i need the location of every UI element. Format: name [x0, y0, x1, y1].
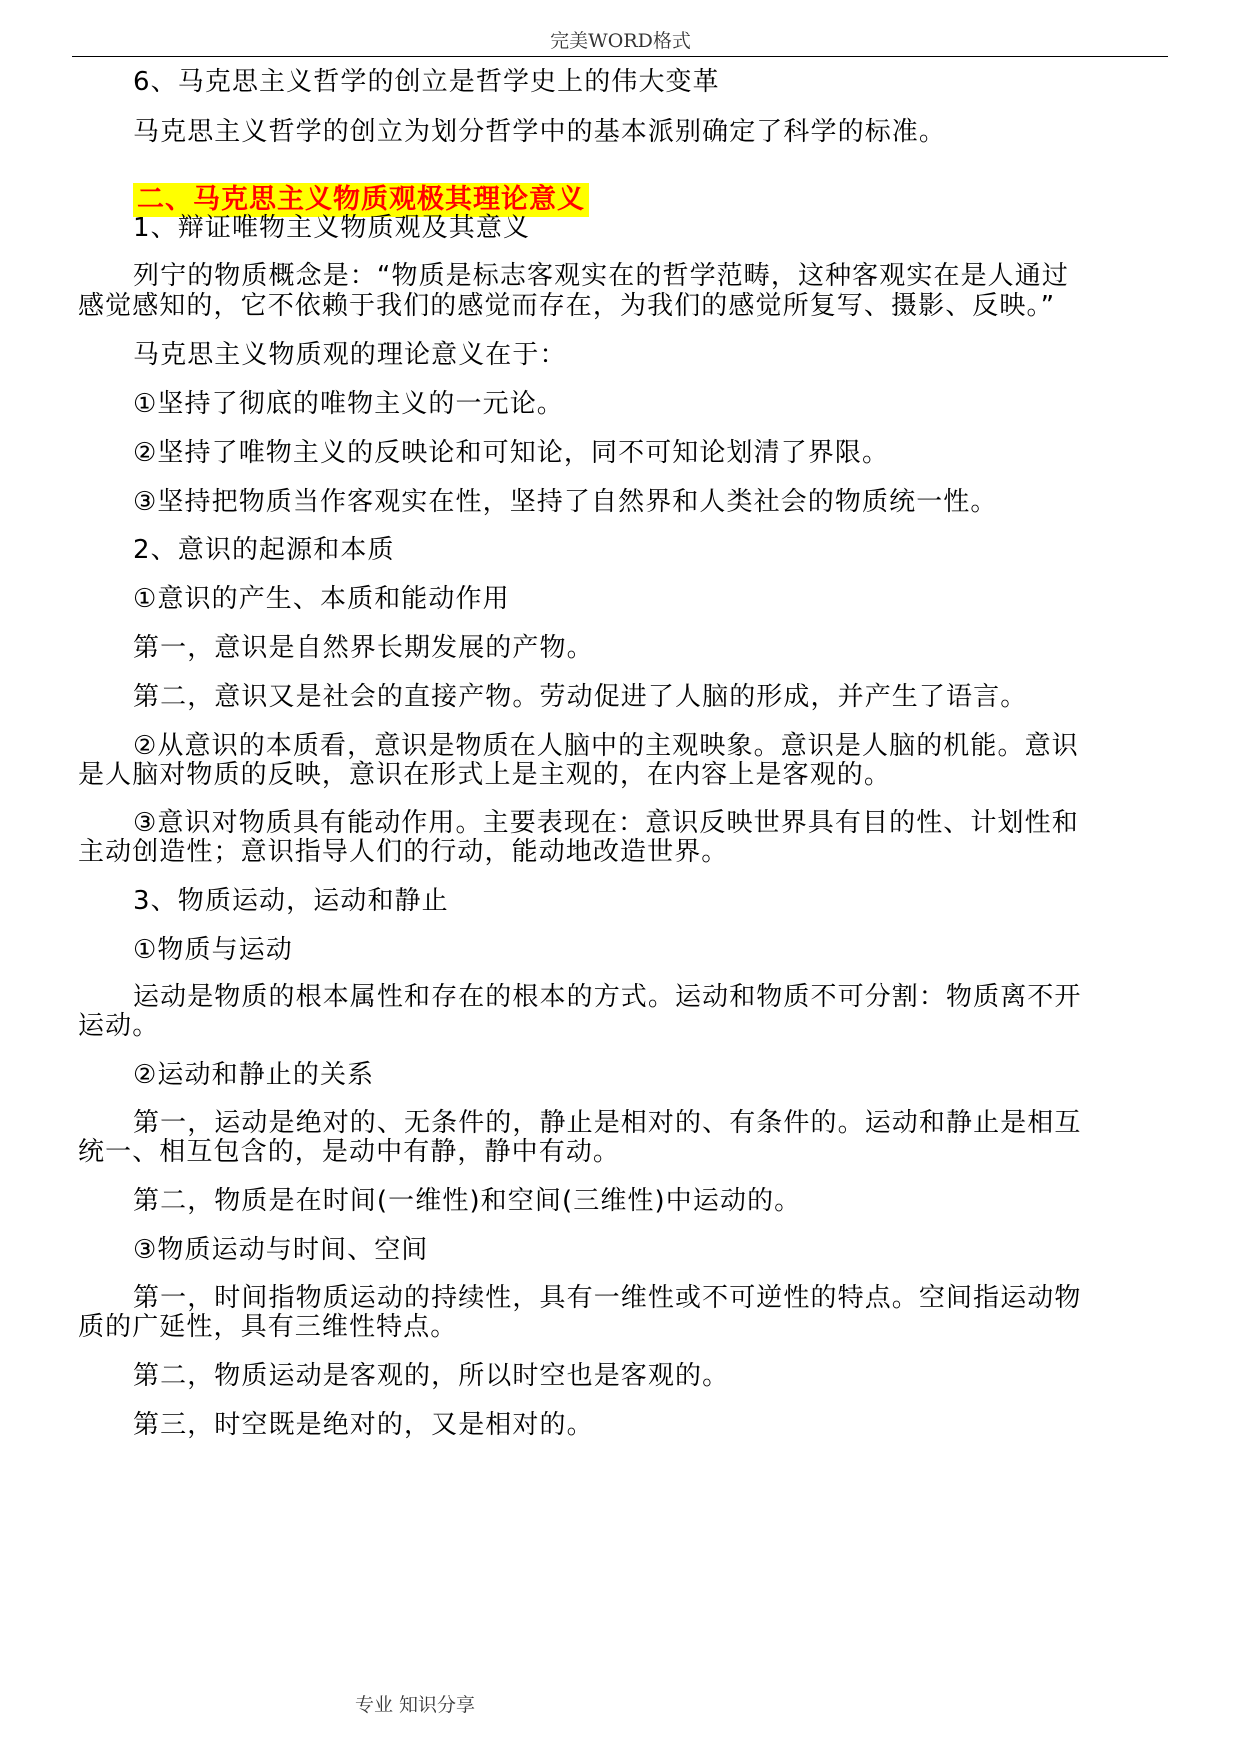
subheading-1: 1、辩证唯物主义物质观及其意义	[133, 213, 531, 243]
paragraph-line: 列宁的物质概念是：“物质是标志客观实在的哲学范畴，这种客观实在是人通过	[133, 261, 1069, 291]
list-item: ③坚持把物质当作客观实在性，坚持了自然界和人类社会的物质统一性。	[133, 487, 998, 517]
paragraph-line: 统一、相互包含的，是动中有静，静中有动。	[78, 1137, 621, 1167]
list-item: ①物质与运动	[133, 935, 293, 965]
paragraph: 第三，时空既是绝对的，又是相对的。	[133, 1410, 594, 1440]
paragraph: 第二，物质运动是客观的，所以时空也是客观的。	[133, 1361, 730, 1391]
list-item: ①坚持了彻底的唯物主义的一元论。	[133, 389, 564, 419]
section-heading: 二、马克思主义物质观极其理论意义	[133, 183, 589, 217]
list-item: ②运动和静止的关系	[133, 1060, 375, 1090]
list-item: ①意识的产生、本质和能动作用	[133, 584, 510, 614]
paragraph-line: 感觉感知的，它不依赖于我们的感觉而存在，为我们的感觉所复写、摄影、反映。”	[78, 291, 1056, 321]
page-footer: 专业 知识分享	[355, 1694, 476, 1716]
paragraph-line: 运动。	[78, 1011, 160, 1041]
list-item: ②坚持了唯物主义的反映论和可知论，同不可知论划清了界限。	[133, 438, 890, 468]
paragraph-line: 是人脑对物质的反映，意识在形式上是主观的，在内容上是客观的。	[78, 760, 892, 790]
header-divider	[72, 56, 1168, 57]
list-item: ③物质运动与时间、空间	[133, 1235, 429, 1265]
page-header: 完美WORD格式	[550, 30, 691, 52]
paragraph-line: ③意识对物质具有能动作用。主要表现在：意识反映世界具有目的性、计划性和	[133, 808, 1079, 838]
numbered-heading-6: 6、马克思主义哲学的创立是哲学史上的伟大变革	[133, 67, 720, 97]
paragraph: 第二，物质是在时间(一维性)和空间(三维性)中运动的。	[133, 1186, 802, 1216]
paragraph-line: 主动创造性；意识指导人们的行动，能动地改造世界。	[78, 837, 729, 867]
paragraph: 马克思主义物质观的理论意义在于：	[133, 340, 567, 370]
subheading-3: 3、物质运动，运动和静止	[133, 886, 449, 916]
paragraph-line: 质的广延性，具有三维性特点。	[78, 1312, 458, 1342]
paragraph-line: ②从意识的本质看，意识是物质在人脑中的主观映象。意识是人脑的机能。意识	[133, 731, 1079, 761]
paragraph-line: 第一，运动是绝对的、无条件的，静止是相对的、有条件的。运动和静止是相互	[133, 1108, 1082, 1138]
paragraph: 第一，意识是自然界长期发展的产物。	[133, 633, 594, 663]
paragraph: 马克思主义哲学的创立为划分哲学中的基本派别确定了科学的标准。	[133, 117, 947, 147]
paragraph-line: 第一，时间指物质运动的持续性，具有一维性或不可逆性的特点。空间指运动物	[133, 1283, 1082, 1313]
paragraph: 第二，意识又是社会的直接产物。劳动促进了人脑的形成，并产生了语言。	[133, 682, 1028, 712]
paragraph-line: 运动是物质的根本属性和存在的根本的方式。运动和物质不可分割：物质离不开	[133, 982, 1082, 1012]
subheading-2: 2、意识的起源和本质	[133, 535, 395, 565]
